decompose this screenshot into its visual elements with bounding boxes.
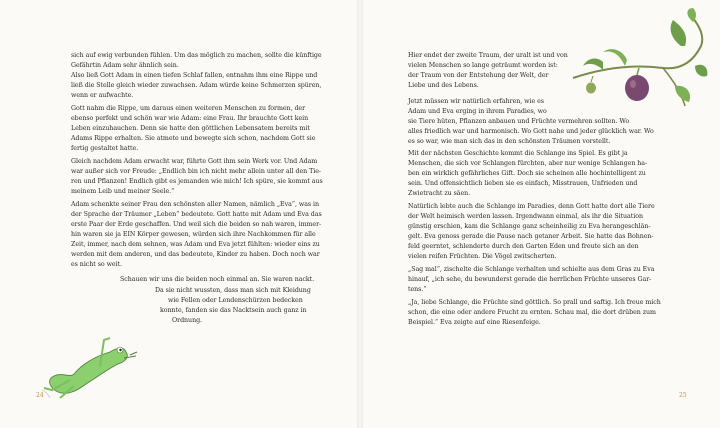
text-line: wie Fellen oder Lendenschürzen bedecken [168,297,303,304]
text-line: es so war, wie man sich das in den schönsten Träumen vorstellt. [408,138,611,145]
text-line: „Sag mal“, zischelte die Schlange verhalten und schielte aus dem Gras zu Eva [408,266,655,273]
text-line: Also ließ Gott Adam in einen tiefen Schlaf fallen, entnahm ihm eine Rippe und [71,72,318,79]
text-line: werden mit dem anderen, und das bedeutete, Kinder zu haben. Doch noch war [71,251,320,258]
text-line: feld geerntet, schlenderte durch den Garten Eden und freute sich an den [408,243,639,250]
text-line: Schauen wir uns die beiden noch einmal an. Sie waren nackt. [120,276,315,283]
text-line: Gefährtin Adam sehr ähnlich sein. [71,62,179,69]
text-line: alles friedlich war und harmonisch. Wo Gott nahe und jeder glücklich war. Wo [408,128,654,135]
text-line: Hier endet der zweite Traum, der uralt ist und von [408,52,568,59]
text-line: erste Paar der Erde geschaffen. Und weil sich die beiden so nah waren, immer- [71,221,322,228]
text-line: Da sie nicht wussten, dass man sich mit Kleidung [155,287,311,294]
text-line: sie Tiere hüten, Pflanzen anbauen und Früchte vermehren sollten. Wo [408,118,630,125]
text-line: vielen Menschen so lange geträumt worden ist: [408,62,558,69]
text-line: vielen reifen Früchten. Die Vögel zwitscherten. [408,253,557,260]
page-number: 25 [679,392,687,399]
frog-illustration [40,330,140,400]
right-page [363,0,720,428]
text-line: Leben einzuhauchen. Denn sie hatte den göttlichen Lebensatem bereits mit [71,125,310,132]
left-page [0,0,357,428]
text-line: tens.“ [408,286,427,293]
text-line: fertig gestaltet hatte. [71,145,139,152]
text-line: der Welt heimisch werden lassen. Irgendwann einmal, als ihr die Situation [408,213,643,220]
text-line: war außer sich vor Freude: „Endlich bin ich nicht mehr allein unter all den Tie- [71,168,321,175]
text-line: günstig erschien, kam die Schlange ganz scheinheilig zu Eva herangeschlän- [408,223,651,230]
text-line: Zwietracht zu säen. [408,190,471,197]
text-line: meinem Leib und meiner Seele.“ [71,188,175,195]
text-line: es nicht so weit. [71,261,122,268]
text-line: sein. Und offensichtlich lieben sie es einfach, Misstrauen, Unfrieden und [408,180,638,187]
text-line: schon, die eine oder andere Frucht zu ernten. Schau mal, die dort drüben zum [408,309,656,316]
text-line: „Ja, liebe Schlange, die Früchte sind göttlich. So prall und saftig. Ich freue mich [408,299,661,306]
text-line: der Traum von der Entstehung der Welt, der [408,72,549,79]
text-line: Beispiel.“ Eva zeigte auf eine Riesenfeige. [408,319,541,326]
text-line: der Sprache der Träumer „Leben“ bedeutete. Gott hatte mit Adam und Eva das [71,211,322,218]
text-line: Jetzt müssen wir natürlich erfahren, wie es [408,98,544,105]
text-line: Adam und Eva erging in ihrem Paradies, wo [408,108,547,115]
text-line: ben ein wirklich gefährliches Gift. Doch sie scheinen alle hochintelligent zu [408,170,646,177]
text-line: Liebe und des Lebens. [408,82,479,89]
text-line: Ordnung. [172,317,203,324]
text-line: Adams Rippe erhalten. Sie atmete und bewegte sich schon, nachdem Gott sie [71,135,316,142]
text-line: ebenso perfekt und schön war wie Adam: eine Frau. Ihr brauchte Gott kein [71,115,309,122]
text-line: wenn er aufwachte. [71,92,134,99]
text-line: hinauf, „ich sehe, du bewunderst gerade die herrlichen Früchte unseres Gar- [408,276,652,283]
text-line: Gleich nachdem Adam erwacht war, führte Gott ihm sein Werk vor. Und Adam [71,158,318,165]
text-line: Natürlich lebte auch die Schlange im Paradies, denn Gott hatte dort alle Tiere [408,203,655,210]
text-line: Adam schenkte seiner Frau den schönsten aller Namen, nämlich „Eva“, was in [71,201,320,208]
text-line: Zeit, immer, nach dem sehnen, was Adam und Eva jetzt fühlten: wieder eins zu [71,241,320,248]
text-line: Gott nahm die Rippe, um daraus einen weiteren Menschen zu formen, der [71,105,306,112]
text-line: hin waren sie ja EIN Körper gewesen, würden sich ihre Nachkommen für alle [71,231,316,238]
text-line: ren und Pflanzen! Endlich gibt es jemanden wie mich! Ich spüre, sie kommt aus [71,178,323,185]
text-line: ließ die Stelle gleich wieder zuwachsen. Adam würde keine Schmerzen spüren, [71,82,322,89]
text-line: konnte, fanden sie das Nacktsein auch ganz in [160,307,307,314]
text-line: sich auf ewig verbunden fühlen. Um das möglich zu machen, sollte die künftige [71,52,322,59]
text-line: Menschen, die sich vor Schlangen fürchten, aber nur wenige Schlangen ha- [408,160,648,167]
page-number: 24 [36,392,44,399]
fig-branch-illustration [563,6,713,116]
text-line: Mit der nächsten Geschichte kommt die Schlange ins Spiel. Es gibt ja [408,150,628,157]
text-line: gelt. Eva genoss gerade die Pause nach getaner Arbeit. Sie hatte das Bohnen- [408,233,654,240]
